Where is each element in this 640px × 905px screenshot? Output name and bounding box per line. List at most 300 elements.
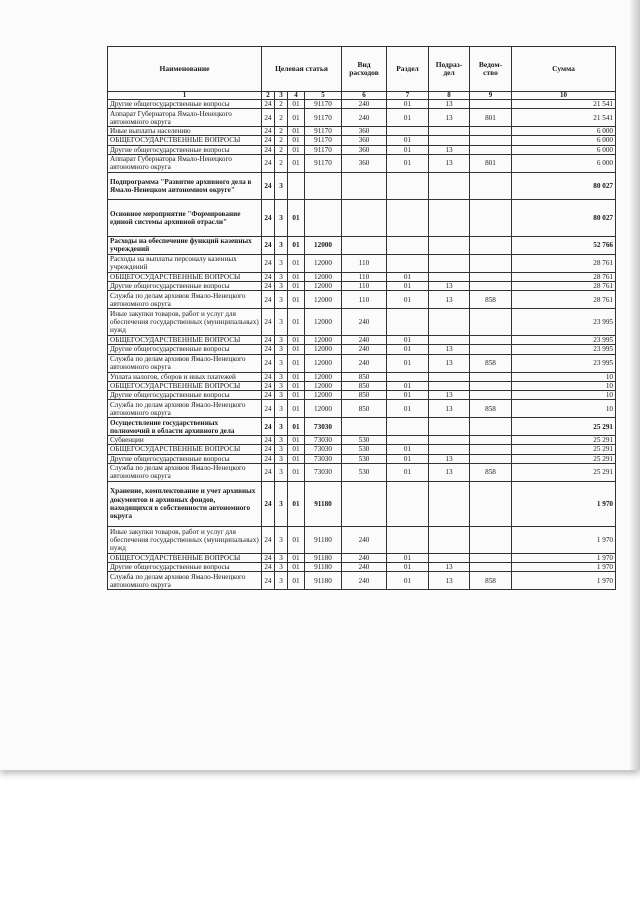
cell-vid: 850 — [342, 372, 387, 381]
cell-vid: 110 — [342, 291, 387, 309]
cell-vid: 850 — [342, 391, 387, 400]
cell-code-3: 01 — [288, 236, 305, 254]
cell-vedom — [470, 145, 512, 154]
cell-vid: 360 — [342, 127, 387, 136]
cell-summa: 1 970 — [512, 563, 616, 572]
table-body — [108, 100, 616, 590]
cell-razdel: 01 — [387, 354, 429, 372]
cell-code-4: 91180 — [305, 572, 342, 590]
cell-name: ОБЩЕГОСУДАРСТВЕННЫЕ ВОПРОСЫ — [108, 553, 262, 562]
cell-code-1: 24 — [262, 100, 275, 109]
cell-code-3: 01 — [288, 463, 305, 481]
col-header-podrazdel: Подраз-дел — [429, 47, 470, 92]
cell-razdel: 01 — [387, 154, 429, 172]
col-header-vedom: Ведом-ство — [470, 47, 512, 92]
cell-code-3: 01 — [288, 309, 305, 336]
cell-summa: 28 761 — [512, 254, 616, 272]
cell-code-2: 2 — [275, 127, 288, 136]
table-row — [108, 254, 616, 272]
cell-code-2: 3 — [275, 481, 288, 526]
cell-razdel: 01 — [387, 272, 429, 281]
table-row — [108, 145, 616, 154]
cell-code-3: 01 — [288, 454, 305, 463]
cell-summa: 25 291 — [512, 454, 616, 463]
cell-code-1: 24 — [262, 526, 275, 553]
cell-summa: 1 970 — [512, 553, 616, 562]
cell-code-1: 24 — [262, 109, 275, 127]
cell-code-1: 24 — [262, 145, 275, 154]
cell-code-3: 01 — [288, 136, 305, 145]
page-edge-shadow — [630, 0, 640, 770]
table-row — [108, 199, 616, 236]
cell-code-1: 24 — [262, 236, 275, 254]
cell-code-3: 01 — [288, 145, 305, 154]
header-row — [108, 47, 616, 92]
cell-vedom — [470, 282, 512, 291]
cell-code-4: 91170 — [305, 136, 342, 145]
cell-razdel: 01 — [387, 391, 429, 400]
cell-podrazdel — [429, 309, 470, 336]
cell-name: Расходы на выплаты персоналу казенных учреждений — [108, 254, 262, 272]
cell-razdel: 01 — [387, 336, 429, 345]
cell-name: Служба по делам архивов Ямало-Ненецкого автономного округа — [108, 354, 262, 372]
cell-summa: 21 541 — [512, 100, 616, 109]
cell-vedom: 801 — [470, 109, 512, 127]
cell-summa: 10 — [512, 400, 616, 418]
cell-name: Осуществление государственных полномочий в области архивного дела — [108, 418, 262, 436]
cell-razdel — [387, 481, 429, 526]
cell-summa: 28 761 — [512, 282, 616, 291]
cell-summa: 1 970 — [512, 572, 616, 590]
cell-code-2: 3 — [275, 199, 288, 236]
cell-code-1: 24 — [262, 309, 275, 336]
cell-code-4: 12000 — [305, 391, 342, 400]
cell-code-1: 24 — [262, 354, 275, 372]
cell-vid: 240 — [342, 345, 387, 354]
cell-code-4: 73030 — [305, 436, 342, 445]
cell-podrazdel — [429, 136, 470, 145]
cell-code-3: 01 — [288, 526, 305, 553]
table-row — [108, 381, 616, 390]
cell-summa: 6 000 — [512, 136, 616, 145]
cell-code-1: 24 — [262, 391, 275, 400]
cell-podrazdel: 13 — [429, 463, 470, 481]
cell-code-3: 01 — [288, 254, 305, 272]
cell-razdel: 01 — [387, 100, 429, 109]
cell-summa: 10 — [512, 391, 616, 400]
cell-podrazdel: 13 — [429, 354, 470, 372]
cell-name: Служба по делам архивов Ямало-Ненецкого автономного округа — [108, 572, 262, 590]
cell-vedom — [470, 236, 512, 254]
cell-vedom: 858 — [470, 291, 512, 309]
cell-vedom — [470, 172, 512, 199]
cell-name: Другие общегосударственные вопросы — [108, 454, 262, 463]
cell-code-4: 91170 — [305, 154, 342, 172]
cell-razdel — [387, 172, 429, 199]
cell-code-2: 3 — [275, 172, 288, 199]
cell-vid: 110 — [342, 254, 387, 272]
cell-code-1: 24 — [262, 282, 275, 291]
cell-razdel: 01 — [387, 345, 429, 354]
cell-vid — [342, 236, 387, 254]
cell-code-2: 3 — [275, 336, 288, 345]
cell-code-4: 91180 — [305, 553, 342, 562]
col-num: 10 — [512, 92, 616, 100]
cell-code-4: 12000 — [305, 400, 342, 418]
cell-podrazdel — [429, 553, 470, 562]
cell-code-3: 01 — [288, 553, 305, 562]
cell-code-4: 12000 — [305, 291, 342, 309]
cell-code-2: 3 — [275, 291, 288, 309]
cell-vedom — [470, 127, 512, 136]
cell-code-2: 2 — [275, 145, 288, 154]
cell-vid: 110 — [342, 272, 387, 281]
cell-razdel: 01 — [387, 563, 429, 572]
cell-podrazdel: 13 — [429, 345, 470, 354]
cell-code-2: 3 — [275, 254, 288, 272]
table-row — [108, 309, 616, 336]
cell-podrazdel — [429, 372, 470, 381]
cell-name: ОБЩЕГОСУДАРСТВЕННЫЕ ВОПРОСЫ — [108, 445, 262, 454]
cell-vid: 240 — [342, 563, 387, 572]
cell-code-2: 3 — [275, 445, 288, 454]
cell-vedom — [470, 563, 512, 572]
col-header-summa: Сумма — [512, 47, 616, 92]
table-row — [108, 553, 616, 562]
cell-summa: 1 970 — [512, 481, 616, 526]
cell-razdel: 01 — [387, 445, 429, 454]
cell-code-4: 91170 — [305, 127, 342, 136]
cell-podrazdel: 13 — [429, 100, 470, 109]
cell-code-2: 3 — [275, 553, 288, 562]
cell-podrazdel: 13 — [429, 454, 470, 463]
col-header-razdel: Раздел — [387, 47, 429, 92]
cell-code-4: 73030 — [305, 463, 342, 481]
cell-code-3: 01 — [288, 336, 305, 345]
col-num: 3 — [275, 92, 288, 100]
cell-name: Другие общегосударственные вопросы — [108, 145, 262, 154]
cell-vid: 240 — [342, 100, 387, 109]
cell-summa: 25 291 — [512, 436, 616, 445]
cell-vid: 240 — [342, 309, 387, 336]
cell-summa: 25 291 — [512, 463, 616, 481]
cell-code-3: 01 — [288, 345, 305, 354]
table-row — [108, 481, 616, 526]
cell-code-1: 24 — [262, 481, 275, 526]
table-row — [108, 100, 616, 109]
table-row — [108, 291, 616, 309]
cell-code-2: 3 — [275, 236, 288, 254]
cell-code-2: 3 — [275, 563, 288, 572]
cell-vedom — [470, 445, 512, 454]
cell-summa: 10 — [512, 381, 616, 390]
cell-code-2: 3 — [275, 381, 288, 390]
cell-vedom — [470, 199, 512, 236]
cell-summa: 6 000 — [512, 154, 616, 172]
column-number-row — [108, 92, 616, 100]
table-row — [108, 109, 616, 127]
cell-podrazdel: 13 — [429, 154, 470, 172]
cell-razdel — [387, 236, 429, 254]
cell-summa: 28 761 — [512, 291, 616, 309]
cell-code-2: 3 — [275, 400, 288, 418]
cell-summa: 28 761 — [512, 272, 616, 281]
cell-code-3: 01 — [288, 372, 305, 381]
cell-code-4: 12000 — [305, 272, 342, 281]
cell-vid: 110 — [342, 282, 387, 291]
col-num: 2 — [262, 92, 275, 100]
cell-name: Другие общегосударственные вопросы — [108, 345, 262, 354]
cell-vid: 240 — [342, 572, 387, 590]
cell-code-1: 24 — [262, 154, 275, 172]
cell-summa: 10 — [512, 372, 616, 381]
cell-razdel: 01 — [387, 454, 429, 463]
table-row — [108, 282, 616, 291]
cell-podrazdel — [429, 172, 470, 199]
cell-razdel — [387, 309, 429, 336]
cell-summa: 21 541 — [512, 109, 616, 127]
cell-code-4: 12000 — [305, 282, 342, 291]
cell-code-1: 24 — [262, 272, 275, 281]
cell-razdel: 01 — [387, 381, 429, 390]
cell-vedom: 801 — [470, 154, 512, 172]
col-header-vid: Вид расходов — [342, 47, 387, 92]
cell-code-2: 3 — [275, 309, 288, 336]
cell-name: Аппарат Губернатора Ямало-Ненецкого автономного округа — [108, 154, 262, 172]
cell-code-1: 24 — [262, 345, 275, 354]
cell-code-4 — [305, 199, 342, 236]
cell-summa: 25 291 — [512, 418, 616, 436]
cell-vid: 850 — [342, 381, 387, 390]
cell-razdel: 01 — [387, 109, 429, 127]
table-row — [108, 154, 616, 172]
cell-vedom — [470, 372, 512, 381]
col-num: 9 — [470, 92, 512, 100]
cell-code-1: 24 — [262, 572, 275, 590]
cell-code-4: 91180 — [305, 526, 342, 553]
cell-name: Другие общегосударственные вопросы — [108, 100, 262, 109]
cell-summa: 52 766 — [512, 236, 616, 254]
col-num: 8 — [429, 92, 470, 100]
cell-name: Служба по делам архивов Ямало-Ненецкого автономного округа — [108, 400, 262, 418]
cell-podrazdel — [429, 199, 470, 236]
cell-code-3: 01 — [288, 572, 305, 590]
cell-name: Другие общегосударственные вопросы — [108, 391, 262, 400]
cell-code-3: 01 — [288, 100, 305, 109]
cell-vedom — [470, 100, 512, 109]
cell-name: Иные закупки товаров, работ и услуг для обеспечения государственных (муниципальных) нужд — [108, 309, 262, 336]
cell-code-3: 01 — [288, 400, 305, 418]
cell-code-1: 24 — [262, 563, 275, 572]
cell-razdel — [387, 254, 429, 272]
cell-razdel — [387, 436, 429, 445]
cell-code-3: 01 — [288, 199, 305, 236]
table-row — [108, 463, 616, 481]
col-header-name: Наименование — [108, 47, 262, 92]
cell-code-1: 24 — [262, 445, 275, 454]
cell-name: ОБЩЕГОСУДАРСТВЕННЫЕ ВОПРОСЫ — [108, 272, 262, 281]
cell-razdel — [387, 526, 429, 553]
cell-summa: 23 995 — [512, 345, 616, 354]
cell-podrazdel — [429, 436, 470, 445]
cell-podrazdel — [429, 445, 470, 454]
cell-podrazdel — [429, 272, 470, 281]
cell-summa: 6 000 — [512, 127, 616, 136]
table-row — [108, 436, 616, 445]
cell-razdel — [387, 372, 429, 381]
cell-code-3: 01 — [288, 381, 305, 390]
cell-vedom — [470, 309, 512, 336]
cell-code-2: 3 — [275, 454, 288, 463]
cell-name: Иные закупки товаров, работ и услуг для обеспечения государственных (муниципальных) нужд — [108, 526, 262, 553]
cell-razdel: 01 — [387, 553, 429, 562]
cell-summa: 23 995 — [512, 309, 616, 336]
cell-code-3: 01 — [288, 154, 305, 172]
table-row — [108, 418, 616, 436]
cell-code-4: 91180 — [305, 563, 342, 572]
cell-code-1: 24 — [262, 127, 275, 136]
cell-code-4: 12000 — [305, 254, 342, 272]
cell-name: Иные выплаты населению — [108, 127, 262, 136]
table-row — [108, 372, 616, 381]
cell-code-4: 73030 — [305, 445, 342, 454]
cell-vedom — [470, 254, 512, 272]
cell-code-3: 01 — [288, 481, 305, 526]
cell-podrazdel: 13 — [429, 145, 470, 154]
cell-razdel — [387, 418, 429, 436]
cell-vid: 240 — [342, 553, 387, 562]
cell-code-4 — [305, 172, 342, 199]
col-num: 5 — [305, 92, 342, 100]
cell-summa: 23 995 — [512, 336, 616, 345]
col-header-target: Целевая статья — [262, 47, 342, 92]
cell-summa: 25 291 — [512, 445, 616, 454]
cell-razdel: 01 — [387, 282, 429, 291]
cell-code-2: 3 — [275, 345, 288, 354]
cell-code-1: 24 — [262, 136, 275, 145]
cell-code-4: 91170 — [305, 109, 342, 127]
col-num: 1 — [108, 92, 262, 100]
cell-code-4: 91180 — [305, 481, 342, 526]
cell-name: ОБЩЕГОСУДАРСТВЕННЫЕ ВОПРОСЫ — [108, 136, 262, 145]
cell-code-4: 12000 — [305, 336, 342, 345]
cell-name: Основное мероприятие "Формирование единой системы архивной отрасли" — [108, 199, 262, 236]
cell-code-3: 01 — [288, 272, 305, 281]
cell-vedom — [470, 454, 512, 463]
cell-vid: 530 — [342, 454, 387, 463]
cell-vedom — [470, 345, 512, 354]
table-row — [108, 236, 616, 254]
cell-summa: 1 970 — [512, 526, 616, 553]
table-row — [108, 336, 616, 345]
cell-code-4: 73030 — [305, 454, 342, 463]
cell-vedom — [470, 336, 512, 345]
cell-code-1: 24 — [262, 436, 275, 445]
cell-name: Уплата налогов, сборов и иных платежей — [108, 372, 262, 381]
table-row — [108, 572, 616, 590]
table-row — [108, 345, 616, 354]
cell-vedom — [470, 436, 512, 445]
cell-podrazdel: 13 — [429, 391, 470, 400]
cell-name: Аппарат Губернатора Ямало-Ненецкого автономного округа — [108, 109, 262, 127]
cell-code-1: 24 — [262, 291, 275, 309]
table-row — [108, 136, 616, 145]
cell-vedom — [470, 526, 512, 553]
cell-podrazdel — [429, 236, 470, 254]
cell-name: ОБЩЕГОСУДАРСТВЕННЫЕ ВОПРОСЫ — [108, 336, 262, 345]
cell-name: Служба по делам архивов Ямало-Ненецкого автономного округа — [108, 463, 262, 481]
cell-podrazdel: 13 — [429, 109, 470, 127]
cell-code-2: 3 — [275, 282, 288, 291]
cell-code-2: 3 — [275, 272, 288, 281]
cell-vedom — [470, 418, 512, 436]
cell-vid: 360 — [342, 154, 387, 172]
cell-code-2: 2 — [275, 154, 288, 172]
table-row — [108, 400, 616, 418]
cell-vedom: 858 — [470, 354, 512, 372]
cell-summa: 80 027 — [512, 172, 616, 199]
cell-razdel: 01 — [387, 463, 429, 481]
cell-code-4: 73030 — [305, 418, 342, 436]
cell-vid: 240 — [342, 354, 387, 372]
cell-code-4: 91170 — [305, 100, 342, 109]
cell-code-1: 24 — [262, 254, 275, 272]
cell-vedom: 858 — [470, 572, 512, 590]
cell-code-3 — [288, 172, 305, 199]
cell-code-2: 3 — [275, 354, 288, 372]
cell-podrazdel — [429, 127, 470, 136]
table-row — [108, 272, 616, 281]
cell-code-4: 12000 — [305, 381, 342, 390]
cell-code-4: 12000 — [305, 345, 342, 354]
cell-code-1: 24 — [262, 463, 275, 481]
cell-code-1: 24 — [262, 418, 275, 436]
cell-code-2: 2 — [275, 100, 288, 109]
cell-code-2: 3 — [275, 372, 288, 381]
table-row — [108, 127, 616, 136]
cell-name: Подпрограмма "Развитие архивного дела в Ямало-Ненецком автономном округе" — [108, 172, 262, 199]
cell-code-2: 3 — [275, 391, 288, 400]
table-row — [108, 354, 616, 372]
cell-code-1: 24 — [262, 172, 275, 199]
table-row — [108, 391, 616, 400]
cell-code-3: 01 — [288, 418, 305, 436]
cell-code-4: 12000 — [305, 236, 342, 254]
cell-vedom: 858 — [470, 463, 512, 481]
cell-summa: 6 000 — [512, 145, 616, 154]
cell-vedom — [470, 391, 512, 400]
cell-razdel: 01 — [387, 136, 429, 145]
col-num: 7 — [387, 92, 429, 100]
cell-razdel: 01 — [387, 291, 429, 309]
cell-code-2: 3 — [275, 436, 288, 445]
cell-name: Хранение, комплектование и учет архивных документов и архивных фондов, находящихся в собственности автономного округа — [108, 481, 262, 526]
cell-code-3: 01 — [288, 282, 305, 291]
cell-code-3: 01 — [288, 354, 305, 372]
cell-code-2: 3 — [275, 572, 288, 590]
table-row — [108, 445, 616, 454]
col-num: 6 — [342, 92, 387, 100]
cell-code-4: 12000 — [305, 354, 342, 372]
cell-podrazdel: 13 — [429, 291, 470, 309]
cell-code-3: 01 — [288, 563, 305, 572]
cell-vid: 240 — [342, 526, 387, 553]
cell-code-3: 01 — [288, 127, 305, 136]
cell-code-3: 01 — [288, 445, 305, 454]
cell-code-2: 3 — [275, 418, 288, 436]
cell-podrazdel — [429, 336, 470, 345]
table-row — [108, 526, 616, 553]
